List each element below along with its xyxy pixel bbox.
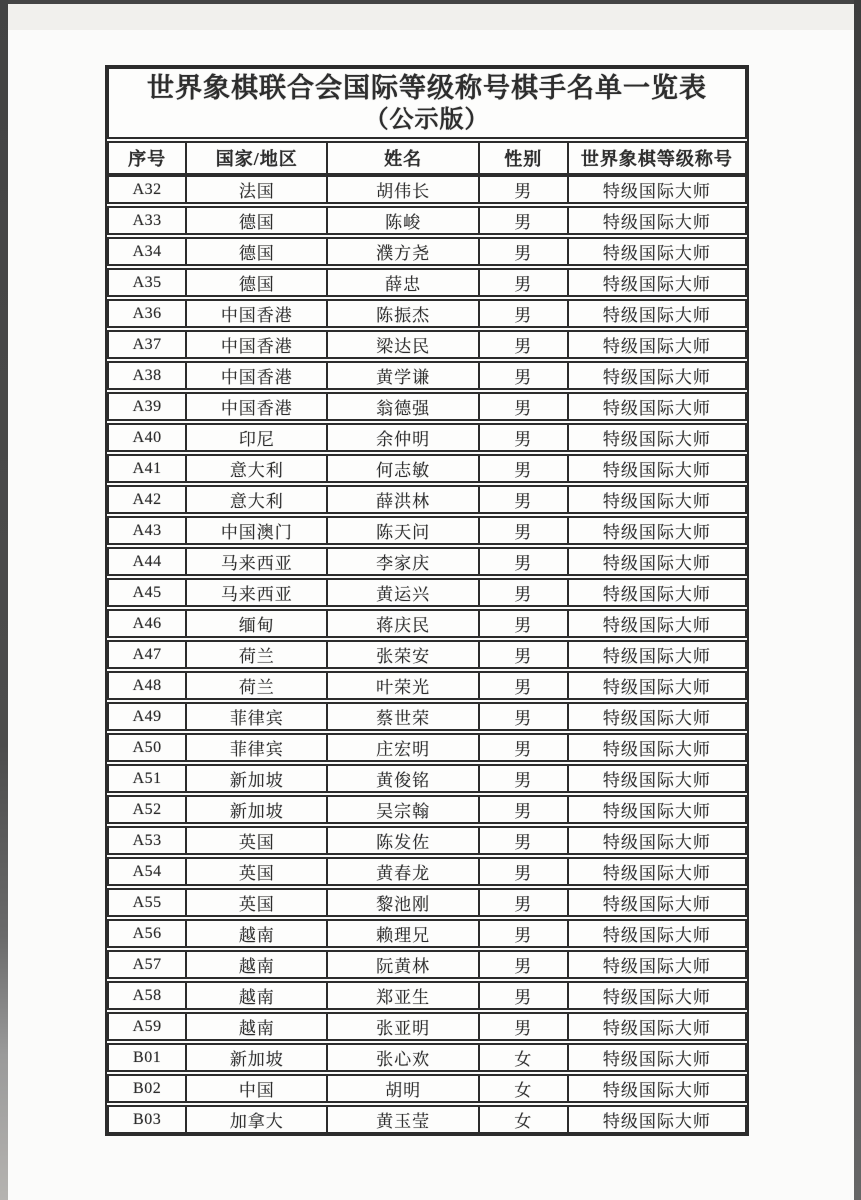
table-row: [107, 299, 747, 328]
table-title-block: [107, 67, 747, 139]
cell-gender: 男: [480, 921, 569, 946]
cell-title: 特级国际大师: [602, 802, 711, 821]
cell-name: 阮黄林: [328, 952, 479, 977]
cell-serial: A32: [109, 177, 187, 202]
table-row: [107, 640, 747, 669]
cell-gender: 女: [480, 1107, 569, 1132]
cell-gender: 男: [480, 425, 569, 450]
cell-name: 黄运兴: [328, 580, 479, 605]
cell-country: 德国: [187, 239, 328, 264]
cell-country: 荷兰: [187, 642, 328, 667]
cell-name: 陈峻: [328, 208, 479, 233]
cell-name: 叶荣光: [328, 673, 479, 698]
cell-serial: A46: [109, 611, 187, 636]
cell-title: 特级国际大师: [602, 399, 711, 418]
cell-name: 翁德强: [328, 394, 479, 419]
cell-gender: 男: [480, 456, 569, 481]
cell-name: 黄学谦: [328, 363, 479, 388]
cell-serial: A44: [109, 549, 187, 574]
cell-title: 特级国际大师: [602, 988, 711, 1007]
col-header-serial: 序号: [109, 143, 187, 173]
table-row: [107, 1012, 747, 1041]
table-row: [107, 764, 747, 793]
cell-gender: 男: [480, 332, 569, 357]
cell-gender: 女: [480, 1076, 569, 1101]
cell-title: 特级国际大师: [602, 740, 711, 759]
cell-country: 英国: [187, 890, 328, 915]
cell-serial: A56: [109, 921, 187, 946]
cell-country: 中国香港: [187, 394, 328, 419]
cell-serial: B02: [109, 1076, 187, 1101]
col-header-name: 姓名: [328, 143, 479, 173]
cell-title: 特级国际大师: [602, 275, 711, 294]
cell-name: 黄玉莹: [328, 1107, 479, 1132]
cell-gender: 男: [480, 828, 569, 853]
cell-name: 黄俊铭: [328, 766, 479, 791]
cell-title: 特级国际大师: [602, 244, 711, 263]
cell-serial: B01: [109, 1045, 187, 1070]
cell-country: 马来西亚: [187, 549, 328, 574]
table-body: [107, 175, 747, 1134]
cell-title: 特级国际大师: [602, 926, 711, 945]
cell-title: 特级国际大师: [602, 461, 711, 480]
cell-country: 新加坡: [187, 1045, 328, 1070]
cell-country: 法国: [187, 177, 328, 202]
cell-name: 张荣安: [328, 642, 479, 667]
cell-serial: A53: [109, 828, 187, 853]
cell-country: 英国: [187, 859, 328, 884]
cell-serial: A45: [109, 580, 187, 605]
table-row: [107, 857, 747, 886]
cell-name: 黎池刚: [328, 890, 479, 915]
table-row: [107, 1105, 747, 1134]
player-list-table: [105, 65, 749, 1136]
cell-title: 特级国际大师: [602, 647, 711, 666]
cell-gender: 男: [480, 859, 569, 884]
cell-serial: A54: [109, 859, 187, 884]
table-row: [107, 268, 747, 297]
cell-name: 庄宏明: [328, 735, 479, 760]
cell-title: 特级国际大师: [602, 306, 711, 325]
cell-country: 中国: [187, 1076, 328, 1101]
cell-country: 马来西亚: [187, 580, 328, 605]
cell-title: 特级国际大师: [602, 337, 711, 356]
cell-name: 李家庆: [328, 549, 479, 574]
table-row: [107, 330, 747, 359]
table-row: [107, 1043, 747, 1072]
cell-serial: A40: [109, 425, 187, 450]
cell-title: 特级国际大师: [602, 895, 711, 914]
cell-name: 胡伟长: [328, 177, 479, 202]
cell-title: 特级国际大师: [602, 771, 711, 790]
cell-country: 越南: [187, 1014, 328, 1039]
cell-title: 特级国际大师: [602, 957, 711, 976]
cell-gender: 男: [480, 797, 569, 822]
table-row: [107, 888, 747, 917]
cell-title: 特级国际大师: [602, 368, 711, 387]
cell-gender: 男: [480, 735, 569, 760]
cell-name: 胡明: [328, 1076, 479, 1101]
cell-title: 特级国际大师: [602, 1019, 711, 1038]
cell-country: 中国香港: [187, 301, 328, 326]
cell-country: 越南: [187, 983, 328, 1008]
table-row: [107, 485, 747, 514]
cell-gender: 男: [480, 394, 569, 419]
table-row: [107, 609, 747, 638]
cell-title: 特级国际大师: [602, 678, 711, 697]
cell-gender: 男: [480, 301, 569, 326]
cell-serial: A41: [109, 456, 187, 481]
cell-name: 余仲明: [328, 425, 479, 450]
cell-title: 特级国际大师: [602, 1112, 711, 1131]
cell-title: 特级国际大师: [602, 523, 711, 542]
cell-country: 越南: [187, 921, 328, 946]
cell-country: 中国香港: [187, 332, 328, 357]
cell-country: 中国澳门: [187, 518, 328, 543]
col-header-title: 世界象棋等级称号: [580, 149, 733, 169]
cell-serial: A38: [109, 363, 187, 388]
cell-gender: 男: [480, 208, 569, 233]
cell-gender: 男: [480, 611, 569, 636]
table-row: [107, 237, 747, 266]
cell-gender: 男: [480, 766, 569, 791]
table-row: [107, 981, 747, 1010]
table-subtitle: （公示版）: [364, 107, 490, 133]
cell-name: 濮方尧: [328, 239, 479, 264]
cell-serial: A58: [109, 983, 187, 1008]
cell-country: 英国: [187, 828, 328, 853]
cell-country: 越南: [187, 952, 328, 977]
table-header-row: [107, 141, 747, 175]
cell-country: 印尼: [187, 425, 328, 450]
cell-gender: 男: [480, 363, 569, 388]
col-header-country: 国家/地区: [187, 143, 328, 173]
cell-serial: A52: [109, 797, 187, 822]
table-row: [107, 206, 747, 235]
cell-serial: A37: [109, 332, 187, 357]
table-row: [107, 175, 747, 204]
cell-name: 薛忠: [328, 270, 479, 295]
cell-country: 意大利: [187, 456, 328, 481]
cell-gender: 男: [480, 549, 569, 574]
cell-gender: 男: [480, 952, 569, 977]
cell-title: 特级国际大师: [602, 1050, 711, 1069]
cell-gender: 男: [480, 239, 569, 264]
cell-country: 中国香港: [187, 363, 328, 388]
cell-gender: 男: [480, 518, 569, 543]
cell-country: 意大利: [187, 487, 328, 512]
cell-country: 加拿大: [187, 1107, 328, 1132]
cell-name: 黄春龙: [328, 859, 479, 884]
cell-country: 德国: [187, 208, 328, 233]
cell-gender: 男: [480, 580, 569, 605]
cell-serial: A50: [109, 735, 187, 760]
table-row: [107, 454, 747, 483]
cell-gender: 男: [480, 1014, 569, 1039]
cell-name: 郑亚生: [328, 983, 479, 1008]
table-row: [107, 919, 747, 948]
cell-name: 何志敏: [328, 456, 479, 481]
cell-serial: A34: [109, 239, 187, 264]
cell-serial: A33: [109, 208, 187, 233]
cell-gender: 女: [480, 1045, 569, 1070]
table-row: [107, 950, 747, 979]
photo-edge-right: [854, 0, 861, 1200]
cell-country: 荷兰: [187, 673, 328, 698]
cell-serial: B03: [109, 1107, 187, 1132]
cell-name: 张亚明: [328, 1014, 479, 1039]
table-row: [107, 578, 747, 607]
cell-name: 蒋庆民: [328, 611, 479, 636]
table-title: 世界象棋联合会国际等级称号棋手名单一览表: [147, 73, 707, 103]
cell-name: 赖理兄: [328, 921, 479, 946]
cell-title: 特级国际大师: [602, 430, 711, 449]
photo-top-band: [8, 4, 854, 30]
table-row: [107, 392, 747, 421]
col-header-gender: 性别: [480, 143, 569, 173]
cell-name: 梁达民: [328, 332, 479, 357]
table-row: [107, 702, 747, 731]
cell-title: 特级国际大师: [602, 864, 711, 883]
cell-gender: 男: [480, 983, 569, 1008]
photo-edge-top: [0, 0, 861, 4]
cell-country: 菲律宾: [187, 704, 328, 729]
cell-serial: A35: [109, 270, 187, 295]
cell-title: 特级国际大师: [602, 833, 711, 852]
cell-gender: 男: [480, 890, 569, 915]
table-row: [107, 516, 747, 545]
cell-serial: A51: [109, 766, 187, 791]
cell-title: 特级国际大师: [602, 585, 711, 604]
cell-gender: 男: [480, 642, 569, 667]
cell-title: 特级国际大师: [602, 182, 711, 201]
cell-serial: A59: [109, 1014, 187, 1039]
cell-name: 蔡世荣: [328, 704, 479, 729]
cell-name: 薛洪林: [328, 487, 479, 512]
cell-serial: A42: [109, 487, 187, 512]
table-row: [107, 1074, 747, 1103]
table-row: [107, 423, 747, 452]
cell-title: 特级国际大师: [602, 213, 711, 232]
cell-title: 特级国际大师: [602, 616, 711, 635]
cell-serial: A36: [109, 301, 187, 326]
table-row: [107, 671, 747, 700]
cell-serial: A55: [109, 890, 187, 915]
cell-title: 特级国际大师: [602, 1081, 711, 1100]
table-row: [107, 795, 747, 824]
table-row: [107, 826, 747, 855]
photo-edge-left: [0, 0, 8, 1200]
cell-name: 陈发佐: [328, 828, 479, 853]
cell-name: 张心欢: [328, 1045, 479, 1070]
cell-gender: 男: [480, 673, 569, 698]
cell-country: 菲律宾: [187, 735, 328, 760]
cell-country: 缅甸: [187, 611, 328, 636]
cell-serial: A43: [109, 518, 187, 543]
cell-country: 德国: [187, 270, 328, 295]
cell-gender: 男: [480, 177, 569, 202]
cell-serial: A49: [109, 704, 187, 729]
cell-title: 特级国际大师: [602, 709, 711, 728]
cell-country: 新加坡: [187, 797, 328, 822]
cell-serial: A48: [109, 673, 187, 698]
cell-gender: 男: [480, 704, 569, 729]
cell-name: 陈振杰: [328, 301, 479, 326]
cell-serial: A57: [109, 952, 187, 977]
cell-serial: A47: [109, 642, 187, 667]
table-row: [107, 733, 747, 762]
table-row: [107, 361, 747, 390]
cell-serial: A39: [109, 394, 187, 419]
table-row: [107, 547, 747, 576]
cell-name: 陈天问: [328, 518, 479, 543]
cell-name: 吴宗翰: [328, 797, 479, 822]
cell-title: 特级国际大师: [602, 492, 711, 511]
cell-title: 特级国际大师: [602, 554, 711, 573]
cell-country: 新加坡: [187, 766, 328, 791]
cell-gender: 男: [480, 270, 569, 295]
cell-gender: 男: [480, 487, 569, 512]
